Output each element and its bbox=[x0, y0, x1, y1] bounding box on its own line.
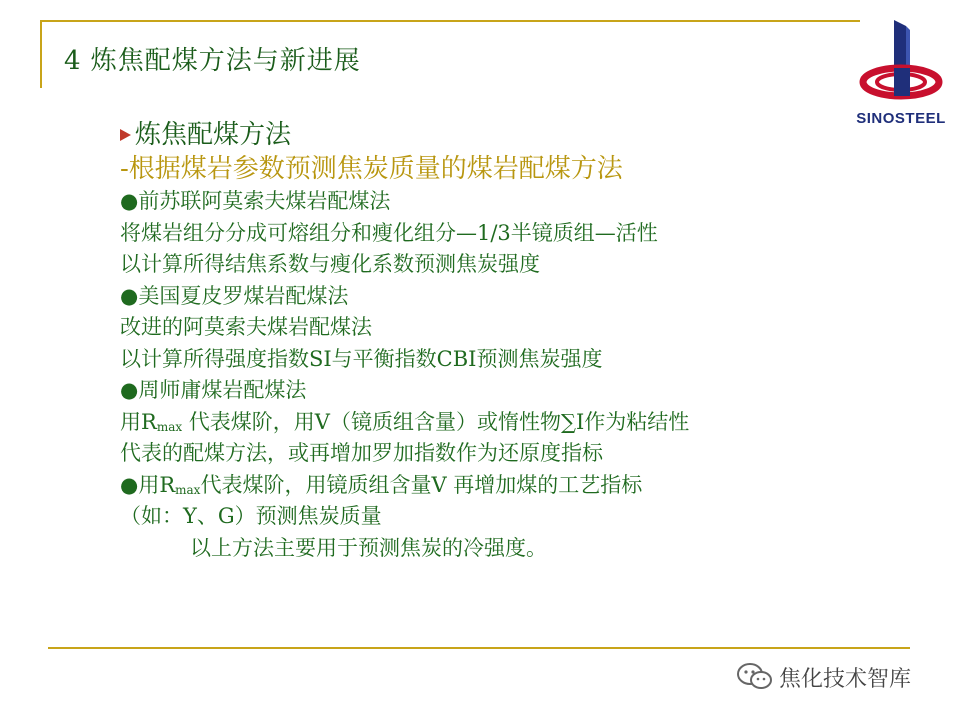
body-text: 以计算所得结焦系数与瘦化系数预测焦炭强度 bbox=[120, 252, 540, 276]
text-fragment: 代表煤阶，用V（镜质组含量）或惰性物∑I作为粘结性 bbox=[182, 409, 690, 434]
body-text: 代表的配煤方法，或再增加罗加指数作为还原度指标 bbox=[120, 441, 603, 465]
text-fragment: 用R bbox=[120, 409, 157, 434]
bullet-item bbox=[120, 375, 880, 407]
subscript-text: max bbox=[175, 482, 201, 497]
bullet-item bbox=[120, 186, 880, 218]
text-fragment: 用R bbox=[138, 472, 176, 497]
body-text: 以计算所得强度指数SI与平衡指数CBI预测焦炭强度 bbox=[120, 346, 603, 371]
section-heading-text: 炼焦配煤方法 bbox=[135, 120, 292, 150]
subheading: -根据煤岩参数预测焦炭质量的煤岩配煤方法 bbox=[120, 154, 623, 184]
conclusion-text: 以上方法主要用于预测焦炭的冷强度。 bbox=[190, 535, 547, 560]
subscript-text: max bbox=[156, 419, 183, 434]
sinosteel-emblem-icon bbox=[854, 18, 948, 110]
watermark bbox=[735, 660, 911, 694]
triangle-bullet-icon bbox=[120, 129, 131, 141]
bullet-dot-icon: ● bbox=[120, 283, 139, 308]
bullet-dot-icon: ● bbox=[120, 189, 139, 213]
logo-text: SINOSTEEL bbox=[856, 110, 946, 127]
body-text: （如：Y、G）预测焦炭质量 bbox=[120, 504, 382, 528]
bullet-item bbox=[120, 470, 880, 502]
body-text: 将煤岩组分分成可熔组分和瘦化组分—1/3半镜质组—活性 bbox=[120, 220, 658, 245]
bottom-border-line bbox=[48, 647, 910, 649]
section-heading bbox=[120, 118, 880, 152]
body-text bbox=[120, 407, 880, 439]
body-text: 改进的阿莫索夫煤岩配煤法 bbox=[120, 315, 372, 339]
bullet-dot-icon: ● bbox=[120, 472, 139, 497]
bullet-dot-icon: ● bbox=[120, 378, 139, 402]
wechat-icon bbox=[735, 661, 775, 693]
sinosteel-logo bbox=[854, 18, 948, 134]
watermark-text: 焦化技术智库 bbox=[779, 666, 912, 692]
bullet-item bbox=[120, 281, 880, 313]
top-border-line bbox=[40, 20, 860, 22]
slide-content bbox=[120, 118, 880, 564]
bullet-title: 周师庸煤岩配煤法 bbox=[138, 378, 307, 402]
bullet-title: 美国夏皮罗煤岩配煤法 bbox=[138, 283, 349, 308]
text-fragment: 代表煤阶，用镜质组含量V 再增加煤的工艺指标 bbox=[200, 472, 643, 497]
left-border-line bbox=[40, 20, 42, 88]
bullet-title: 前苏联阿莫索夫煤岩配煤法 bbox=[138, 189, 391, 213]
slide-title: 4 炼焦配煤方法与新进展 bbox=[64, 46, 361, 76]
